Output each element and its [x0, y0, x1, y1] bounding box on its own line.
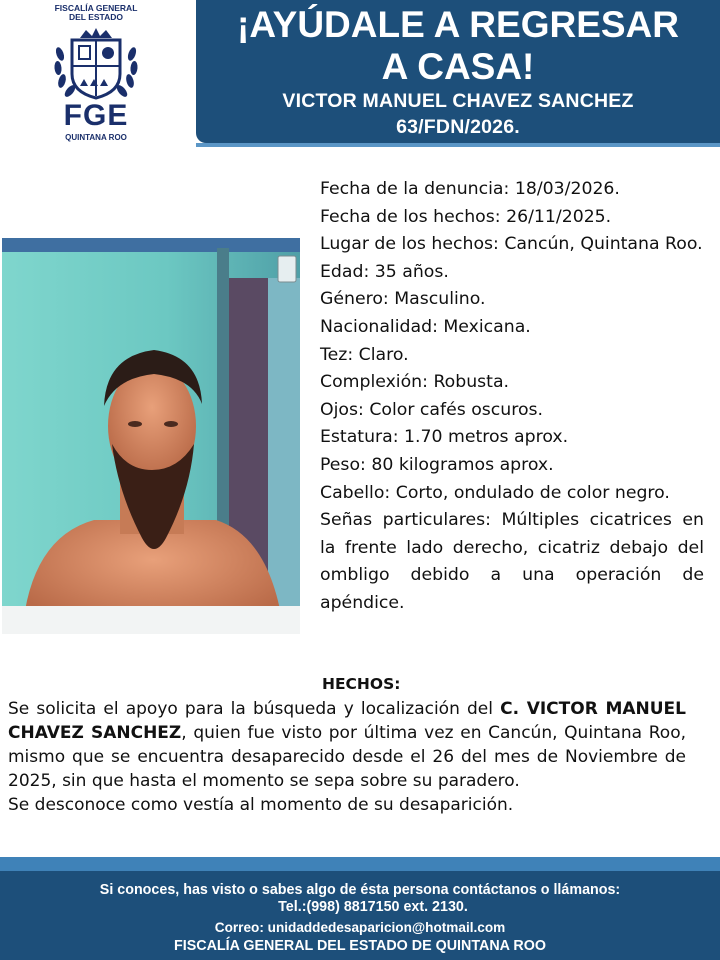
logo-bottom-text: QUINTANA ROO — [65, 133, 127, 142]
state-seal-icon — [50, 24, 142, 102]
header-title — [196, 4, 720, 88]
case-number: 63/FDN/2026. — [396, 116, 520, 138]
hechos-narrative — [8, 697, 686, 817]
detail-height: Estatura: 1.70 metros aprox. — [320, 427, 569, 448]
missing-person-name-inline: C. VICTOR MANUEL CHAVEZ SANCHEZ — [8, 699, 686, 743]
logo-top-text-2: DEL ESTADO — [69, 12, 123, 22]
hechos-heading: HECHOS: — [322, 675, 401, 693]
missing-person-name: VICTOR MANUEL CHAVEZ SANCHEZ — [282, 90, 634, 112]
detail-report-date: Fecha de la denuncia: 18/03/2026. — [320, 179, 620, 199]
detail-nationality: Nacionalidad: Mexicana. — [320, 316, 531, 337]
detail-build: Complexión: Robusta. — [320, 372, 510, 393]
detail-weight: Peso: 80 kilogramos aprox. — [320, 454, 554, 475]
hechos-paragraph-2: Se desconoce como vestía al momento de su desaparición. — [8, 795, 514, 815]
detail-gender: Género: Masculino. — [320, 289, 486, 310]
detail-eyes: Ojos: Color cafés oscuros. — [320, 399, 544, 420]
contact-phone[interactable]: Tel.:(998) 8817150 ext. 2130. — [278, 899, 468, 915]
hechos-paragraph-1: Se solicita el apoyo para la búsqueda y localización del C. VICTOR MANUEL CHAVEZ SANCHEZ, quien fue visto por última vez en Cancún, Quintana Roo, mismo que se encuentra desaparecido desde el 26 del mes de Noviembre de 2025, sin que hasta el momento se sepa sobre su paradero. — [8, 699, 687, 791]
header-subtitle — [196, 88, 720, 140]
detail-hair: Cabello: Corto, ondulado de color negro. — [320, 482, 670, 503]
detail-complexion: Tez: Claro. — [320, 344, 409, 365]
agency-name: FISCALÍA GENERAL DEL ESTADO DE QUINTANA ROO — [174, 938, 546, 954]
detail-age: Edad: 35 años. — [320, 261, 449, 282]
contact-footer — [0, 871, 720, 960]
logo-top-text-1: FISCALÍA GENERAL — [54, 3, 138, 13]
header-title-line2: A CASA! — [381, 46, 535, 87]
detail-distinguishing-marks: Señas particulares: Múltiples cicatrices en la frente lado derecho, cicatriz debajo del ombligo debido a una operación de apéndice. — [320, 510, 704, 613]
header-accent-line — [196, 143, 720, 147]
header-title-line1: ¡AYÚDALE A REGRESAR — [237, 4, 679, 45]
detail-location: Lugar de los hechos: Cancún, Quintana Roo. — [320, 234, 703, 255]
logo-abbreviation: FGE — [63, 99, 129, 132]
fge-logo — [40, 4, 152, 148]
contact-prompt: Si conoces, has visto o sabes algo de ésta persona contáctanos o llámanos: — [99, 882, 621, 898]
contact-email[interactable]: Correo: unidaddedesaparicion@hotmail.com — [214, 920, 506, 935]
missing-person-photo — [2, 238, 300, 634]
footer-accent-line — [0, 857, 720, 871]
detail-event-date: Fecha de los hechos: 26/11/2025. — [320, 206, 612, 227]
details-list — [320, 176, 704, 618]
